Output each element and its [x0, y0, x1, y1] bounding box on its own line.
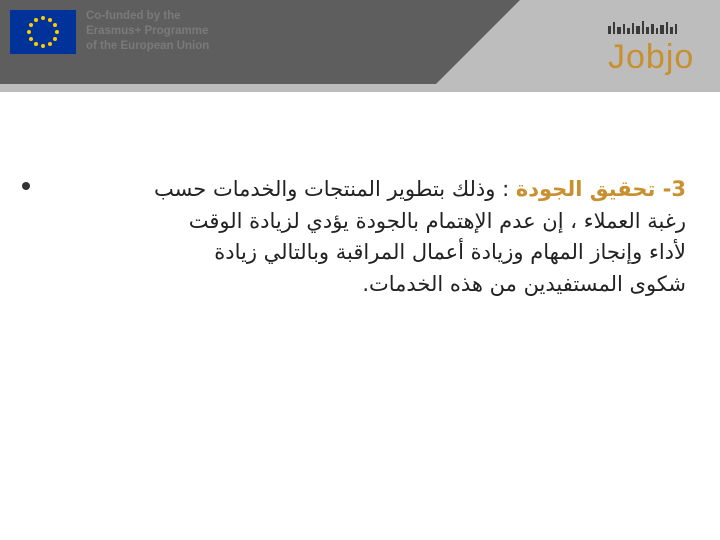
eu-text-line: Erasmus+ Programme	[86, 25, 209, 37]
slide-body	[60, 174, 686, 300]
eu-flag-icon	[10, 10, 76, 54]
body-line: رغبة العملاء ، إن عدم الإهتمام بالجودة يؤدي لزيادة الوقت	[188, 208, 686, 233]
skyline-icon	[606, 18, 686, 34]
jobjo-logo	[600, 18, 700, 88]
logo-text: Jobjo	[608, 38, 695, 76]
eu-text-line: of the European Union	[86, 40, 210, 52]
bullet-icon	[22, 182, 30, 190]
eu-text-line: Co-funded by the	[86, 10, 181, 22]
slide-header	[0, 0, 720, 100]
body-line: لأداء وإنجاز المهام وزيادة أعمال المراقبة وبالتالي زيادة	[214, 240, 686, 264]
body-line: شكوى المستفيدين من هذه الخدمات.	[362, 271, 686, 296]
section-heading: 3- تحقيق الجودة	[515, 177, 686, 201]
body-text: : وذلك بتطوير المنتجات والخدمات حسب	[153, 177, 516, 201]
eu-cofunded-text	[86, 9, 266, 54]
body-line	[60, 174, 686, 206]
